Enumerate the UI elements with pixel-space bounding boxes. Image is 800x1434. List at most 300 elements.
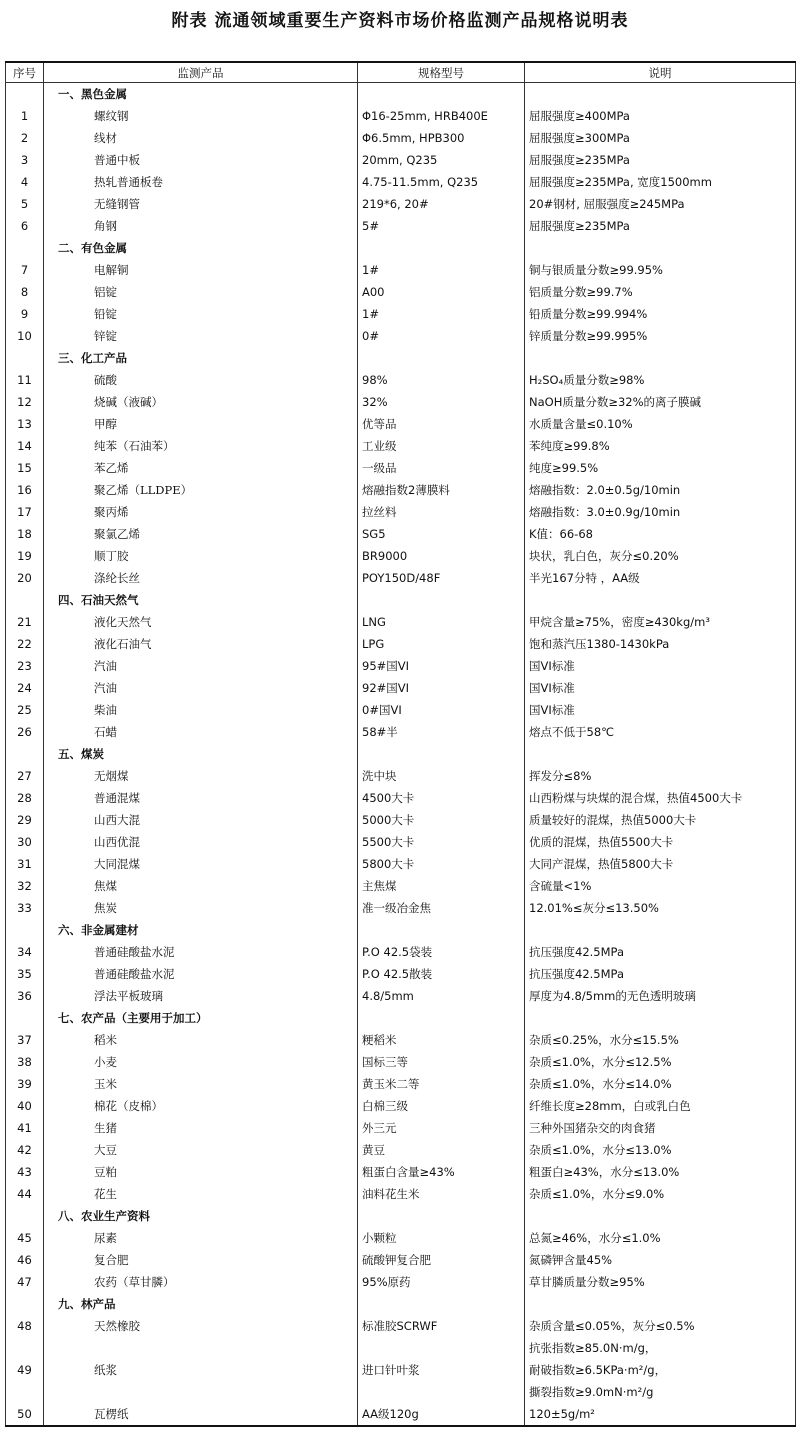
row-index: 46 <box>6 1249 44 1271</box>
spec-model: 粗蛋白含量≥43% <box>358 1161 525 1183</box>
spec-model: 准一级冶金焦 <box>358 897 525 919</box>
product-name: 液化石油气 <box>44 633 358 655</box>
table-row <box>6 259 796 281</box>
product-name: 柴油 <box>44 699 358 721</box>
row-index: 5 <box>6 193 44 215</box>
product-name: 瓦楞纸 <box>44 1403 358 1426</box>
product-name: 热轧普通板卷 <box>44 171 358 193</box>
product-name: 苯乙烯 <box>44 457 358 479</box>
spec-model: P.O 42.5袋装 <box>358 941 525 963</box>
category-desc-cell <box>525 589 796 611</box>
spec-model: 4.75-11.5mm, Q235 <box>358 171 525 193</box>
header-spec: 规格型号 <box>358 62 525 83</box>
spec-model: 0#国VI <box>358 699 525 721</box>
row-index: 34 <box>6 941 44 963</box>
product-name: 豆粕 <box>44 1161 358 1183</box>
category-desc-cell <box>525 1007 796 1029</box>
row-index: 23 <box>6 655 44 677</box>
product-name: 液化天然气 <box>44 611 358 633</box>
product-name: 铅锭 <box>44 303 358 325</box>
category-index-cell <box>6 1293 44 1315</box>
description: 国VI标准 <box>525 655 796 677</box>
row-index: 14 <box>6 435 44 457</box>
category-label: 二、有色金属 <box>44 237 358 259</box>
spec-model: 标准胶SCRWF <box>358 1315 525 1337</box>
product-name: 聚氯乙烯 <box>44 523 358 545</box>
table-row <box>6 1271 796 1293</box>
table-body <box>6 83 796 1427</box>
description: 锌质量分数≥99.995% <box>525 325 796 347</box>
spec-model: 外三元 <box>358 1117 525 1139</box>
page-title: 附表 流通领域重要生产资料市场价格监测产品规格说明表 <box>171 11 629 31</box>
product-name: 普通硅酸盐水泥 <box>44 963 358 985</box>
table-row <box>6 963 796 985</box>
row-index: 25 <box>6 699 44 721</box>
category-spec-cell <box>358 919 525 941</box>
row-index: 39 <box>6 1073 44 1095</box>
row-index: 28 <box>6 787 44 809</box>
row-index: 50 <box>6 1403 44 1426</box>
product-name: 普通混煤 <box>44 787 358 809</box>
spec-model: Φ6.5mm, HPB300 <box>358 127 525 149</box>
description: 三种外国猪杂交的肉食猪 <box>525 1117 796 1139</box>
row-index: 1 <box>6 105 44 127</box>
description: 大同产混煤，热值5800大卡 <box>525 853 796 875</box>
product-name: 顺丁胶 <box>44 545 358 567</box>
description: 屈服强度≥300MPa <box>525 127 796 149</box>
table-row <box>6 809 796 831</box>
description: 纯度≥99.5% <box>525 457 796 479</box>
spec-model: 95%原药 <box>358 1271 525 1293</box>
category-spec-cell <box>358 1007 525 1029</box>
row-index: 9 <box>6 303 44 325</box>
description: 氮磷钾含量45% <box>525 1249 796 1271</box>
description: 挥发分≤8% <box>525 765 796 787</box>
row-index: 27 <box>6 765 44 787</box>
table-row <box>6 787 796 809</box>
table-row <box>6 699 796 721</box>
category-desc-cell <box>525 743 796 765</box>
table-row <box>6 105 796 127</box>
description: 国VI标准 <box>525 677 796 699</box>
description: 杂质≤1.0%，水分≤12.5% <box>525 1051 796 1073</box>
description: K值：66-68 <box>525 523 796 545</box>
category-spec-cell <box>358 237 525 259</box>
description: 块状，乳白色，灰分≤0.20% <box>525 545 796 567</box>
spec-model: 4500大卡 <box>358 787 525 809</box>
description: 草甘膦质量分数≥95% <box>525 1271 796 1293</box>
spec-model: 油料花生米 <box>358 1183 525 1205</box>
description: NaOH质量分数≥32%的离子膜碱 <box>525 391 796 413</box>
row-index: 22 <box>6 633 44 655</box>
table-row <box>6 215 796 237</box>
header-index: 序号 <box>6 62 44 83</box>
category-label: 七、农产品（主要用于加工） <box>44 1007 358 1029</box>
product-name: 汽油 <box>44 655 358 677</box>
description: 国VI标准 <box>525 699 796 721</box>
spec-model: 1# <box>358 303 525 325</box>
description: H₂SO₄质量分数≥98% <box>525 369 796 391</box>
table-row <box>6 391 796 413</box>
category-row <box>6 743 796 765</box>
table-row <box>6 149 796 171</box>
table-row <box>6 567 796 589</box>
spec-model: 20mm, Q235 <box>358 149 525 171</box>
category-spec-cell <box>358 589 525 611</box>
table-row <box>6 633 796 655</box>
description: 抗压强度42.5MPa <box>525 941 796 963</box>
table-row <box>6 1249 796 1271</box>
product-name: 浮法平板玻璃 <box>44 985 358 1007</box>
spec-model: 洗中块 <box>358 765 525 787</box>
category-row <box>6 1205 796 1227</box>
spec-model: LPG <box>358 633 525 655</box>
spec-model: SG5 <box>358 523 525 545</box>
product-name: 纸浆 <box>44 1337 358 1403</box>
category-index-cell <box>6 919 44 941</box>
spec-model: 熔融指数2薄膜料 <box>358 479 525 501</box>
table-row <box>6 303 796 325</box>
row-index: 29 <box>6 809 44 831</box>
category-spec-cell <box>358 83 525 106</box>
spec-model: 优等品 <box>358 413 525 435</box>
table-row <box>6 523 796 545</box>
table-row <box>6 1183 796 1205</box>
table-row <box>6 171 796 193</box>
product-name: 聚乙烯（LLDPE） <box>44 479 358 501</box>
row-index: 32 <box>6 875 44 897</box>
table-row <box>6 1403 796 1426</box>
product-name: 焦煤 <box>44 875 358 897</box>
row-index: 3 <box>6 149 44 171</box>
row-index: 40 <box>6 1095 44 1117</box>
description: 杂质≤1.0%，水分≤13.0% <box>525 1139 796 1161</box>
description: 屈服强度≥400MPa <box>525 105 796 127</box>
row-index: 10 <box>6 325 44 347</box>
row-index: 45 <box>6 1227 44 1249</box>
category-index-cell <box>6 1205 44 1227</box>
description-line: 撕裂指数≥9.0mN·m²/g <box>529 1385 654 1399</box>
row-index: 42 <box>6 1139 44 1161</box>
description: 抗压强度42.5MPa <box>525 963 796 985</box>
table-row <box>6 765 796 787</box>
category-label: 八、农业生产资料 <box>44 1205 358 1227</box>
spec-model: 4.8/5mm <box>358 985 525 1007</box>
description: 熔融指数：3.0±0.9g/10min <box>525 501 796 523</box>
description: 纤维长度≥28mm，白或乳白色 <box>525 1095 796 1117</box>
description: 优质的混煤，热值5500大卡 <box>525 831 796 853</box>
row-index: 35 <box>6 963 44 985</box>
table-row <box>6 875 796 897</box>
spec-model: 5500大卡 <box>358 831 525 853</box>
table-row <box>6 1029 796 1051</box>
table-row <box>6 1051 796 1073</box>
product-name: 山西大混 <box>44 809 358 831</box>
row-index: 41 <box>6 1117 44 1139</box>
category-desc-cell <box>525 919 796 941</box>
product-name: 石蜡 <box>44 721 358 743</box>
product-name: 无缝钢管 <box>44 193 358 215</box>
category-label: 九、林产品 <box>44 1293 358 1315</box>
category-index-cell <box>6 83 44 106</box>
table-row <box>6 853 796 875</box>
description: 杂质≤1.0%，水分≤9.0% <box>525 1183 796 1205</box>
category-index-cell <box>6 589 44 611</box>
table-row <box>6 479 796 501</box>
table-row <box>6 193 796 215</box>
description: 屈服强度≥235MPa, 宽度1500mm <box>525 171 796 193</box>
spec-model: 黄玉米二等 <box>358 1073 525 1095</box>
spec-model: 5800大卡 <box>358 853 525 875</box>
product-name: 线材 <box>44 127 358 149</box>
category-desc-cell <box>525 1205 796 1227</box>
category-desc-cell <box>525 1293 796 1315</box>
spec-model: 进口针叶浆 <box>358 1337 525 1403</box>
table-row <box>6 1315 796 1337</box>
description: 杂质≤0.25%，水分≤15.5% <box>525 1029 796 1051</box>
product-name: 大同混煤 <box>44 853 358 875</box>
description: 厚度为4.8/5mm的无色透明玻璃 <box>525 985 796 1007</box>
product-name: 棉花（皮棉） <box>44 1095 358 1117</box>
table-row <box>6 897 796 919</box>
table-row <box>6 281 796 303</box>
row-index: 37 <box>6 1029 44 1051</box>
row-index: 11 <box>6 369 44 391</box>
spec-model: 5# <box>358 215 525 237</box>
product-name: 硫酸 <box>44 369 358 391</box>
row-index: 6 <box>6 215 44 237</box>
spec-model: BR9000 <box>358 545 525 567</box>
category-row <box>6 237 796 259</box>
table-row <box>6 545 796 567</box>
spec-model: 拉丝料 <box>358 501 525 523</box>
description: 饱和蒸汽压1380-1430kPa <box>525 633 796 655</box>
row-index: 44 <box>6 1183 44 1205</box>
category-desc-cell <box>525 237 796 259</box>
product-name: 花生 <box>44 1183 358 1205</box>
category-index-cell <box>6 347 44 369</box>
product-name: 甲醇 <box>44 413 358 435</box>
table-row <box>6 1227 796 1249</box>
table-row <box>6 1161 796 1183</box>
description: 熔点不低于58℃ <box>525 721 796 743</box>
product-name: 铝锭 <box>44 281 358 303</box>
category-row <box>6 1293 796 1315</box>
spec-model: P.O 42.5散装 <box>358 963 525 985</box>
product-name: 玉米 <box>44 1073 358 1095</box>
description: 含硫量<1% <box>525 875 796 897</box>
spec-model: 98% <box>358 369 525 391</box>
category-desc-cell <box>525 83 796 106</box>
description: 屈服强度≥235MPa <box>525 215 796 237</box>
description: 杂质含量≤0.05%，灰分≤0.5% <box>525 1315 796 1337</box>
row-index: 31 <box>6 853 44 875</box>
description: 粗蛋白≥43%，水分≤13.0% <box>525 1161 796 1183</box>
row-index: 26 <box>6 721 44 743</box>
category-desc-cell <box>525 347 796 369</box>
table-row <box>6 457 796 479</box>
spec-model: 5000大卡 <box>358 809 525 831</box>
spec-model: 95#国VI <box>358 655 525 677</box>
header-product: 监测产品 <box>44 62 358 83</box>
row-index: 36 <box>6 985 44 1007</box>
spec-model: 黄豆 <box>358 1139 525 1161</box>
row-index: 13 <box>6 413 44 435</box>
description-line: 耐破指数≥6.5KPa·m²/g， <box>529 1363 667 1377</box>
category-index-cell <box>6 743 44 765</box>
product-name: 天然橡胶 <box>44 1315 358 1337</box>
category-row <box>6 83 796 106</box>
spec-model: 一级品 <box>358 457 525 479</box>
category-row <box>6 1007 796 1029</box>
product-name: 稻米 <box>44 1029 358 1051</box>
category-row <box>6 589 796 611</box>
description: 杂质≤1.0%，水分≤14.0% <box>525 1073 796 1095</box>
product-name: 生猪 <box>44 1117 358 1139</box>
table-row <box>6 435 796 457</box>
description: 山西粉煤与块煤的混合煤，热值4500大卡 <box>525 787 796 809</box>
spec-model: 92#国VI <box>358 677 525 699</box>
product-name: 纯苯（石油苯） <box>44 435 358 457</box>
description: 铝质量分数≥99.7% <box>525 281 796 303</box>
product-name: 山西优混 <box>44 831 358 853</box>
category-row <box>6 347 796 369</box>
description: 20#钢材, 屈服强度≥245MPa <box>525 193 796 215</box>
table-row <box>6 831 796 853</box>
spec-model: 32% <box>358 391 525 413</box>
description: 甲烷含量≥75%，密度≥430kg/m³ <box>525 611 796 633</box>
category-spec-cell <box>358 347 525 369</box>
table-row <box>6 677 796 699</box>
category-label: 三、化工产品 <box>44 347 358 369</box>
product-name: 烧碱（液碱） <box>44 391 358 413</box>
row-index: 33 <box>6 897 44 919</box>
description: 总氮≥46%，水分≤1.0% <box>525 1227 796 1249</box>
category-label: 五、煤炭 <box>44 743 358 765</box>
category-label: 一、黑色金属 <box>44 83 358 106</box>
spec-model: LNG <box>358 611 525 633</box>
row-index: 47 <box>6 1271 44 1293</box>
category-label: 四、石油天然气 <box>44 589 358 611</box>
row-index: 12 <box>6 391 44 413</box>
row-index: 48 <box>6 1315 44 1337</box>
table-row <box>6 1117 796 1139</box>
table-row <box>6 1073 796 1095</box>
row-index: 15 <box>6 457 44 479</box>
product-name: 螺纹钢 <box>44 105 358 127</box>
spec-model: 国标三等 <box>358 1051 525 1073</box>
row-index: 30 <box>6 831 44 853</box>
product-name: 电解铜 <box>44 259 358 281</box>
table-row <box>6 1337 796 1403</box>
description-line: 抗张指数≥85.0N·m/g， <box>529 1341 657 1355</box>
spec-model: 1# <box>358 259 525 281</box>
row-index: 19 <box>6 545 44 567</box>
description: 苯纯度≥99.8% <box>525 435 796 457</box>
row-index: 24 <box>6 677 44 699</box>
row-index: 4 <box>6 171 44 193</box>
description: 质量较好的混煤，热值5000大卡 <box>525 809 796 831</box>
product-name: 农药（草甘膦） <box>44 1271 358 1293</box>
spec-model: 硫酸钾复合肥 <box>358 1249 525 1271</box>
row-index: 18 <box>6 523 44 545</box>
row-index: 49 <box>6 1337 44 1403</box>
description: 12.01%≤灰分≤13.50% <box>525 897 796 919</box>
product-name: 尿素 <box>44 1227 358 1249</box>
category-index-cell <box>6 1007 44 1029</box>
row-index: 43 <box>6 1161 44 1183</box>
spec-model: 主焦煤 <box>358 875 525 897</box>
row-index: 2 <box>6 127 44 149</box>
product-name: 无烟煤 <box>44 765 358 787</box>
product-name: 焦炭 <box>44 897 358 919</box>
table-row <box>6 1095 796 1117</box>
row-index: 17 <box>6 501 44 523</box>
spec-model: A00 <box>358 281 525 303</box>
spec-model: 工业级 <box>358 435 525 457</box>
product-name: 普通硅酸盐水泥 <box>44 941 358 963</box>
spec-model: 白棉三级 <box>358 1095 525 1117</box>
row-index: 38 <box>6 1051 44 1073</box>
row-index: 8 <box>6 281 44 303</box>
category-spec-cell <box>358 1205 525 1227</box>
category-index-cell <box>6 237 44 259</box>
product-name: 普通中板 <box>44 149 358 171</box>
spec-model: 小颗粒 <box>358 1227 525 1249</box>
description: 铜与银质量分数≥99.95% <box>525 259 796 281</box>
table-row <box>6 985 796 1007</box>
table-row <box>6 655 796 677</box>
spec-model: 粳稻米 <box>358 1029 525 1051</box>
spec-model: 58#半 <box>358 721 525 743</box>
table-row <box>6 127 796 149</box>
header-description: 说明 <box>525 62 796 83</box>
category-label: 六、非金属建材 <box>44 919 358 941</box>
category-row <box>6 919 796 941</box>
description: 120±5g/m² <box>525 1403 796 1426</box>
product-name: 小麦 <box>44 1051 358 1073</box>
description: 熔融指数：2.0±0.5g/10min <box>525 479 796 501</box>
category-spec-cell <box>358 743 525 765</box>
product-name: 涤纶长丝 <box>44 567 358 589</box>
table-row <box>6 369 796 391</box>
table-row <box>6 325 796 347</box>
spec-model: 0# <box>358 325 525 347</box>
table-row <box>6 501 796 523</box>
row-index: 21 <box>6 611 44 633</box>
table-row <box>6 721 796 743</box>
spec-model: AA级120g <box>358 1403 525 1426</box>
product-name: 角钢 <box>44 215 358 237</box>
product-name: 大豆 <box>44 1139 358 1161</box>
description: 铅质量分数≥99.994% <box>525 303 796 325</box>
spec-model: 219*6, 20# <box>358 193 525 215</box>
spec-model: Φ16-25mm, HRB400E <box>358 105 525 127</box>
product-name: 聚丙烯 <box>44 501 358 523</box>
product-name: 锌锭 <box>44 325 358 347</box>
table-row <box>6 611 796 633</box>
table-row <box>6 1139 796 1161</box>
product-name: 汽油 <box>44 677 358 699</box>
description: 半光167分特 ，AA级 <box>525 567 796 589</box>
row-index: 20 <box>6 567 44 589</box>
description: 屈服强度≥235MPa <box>525 149 796 171</box>
row-index: 7 <box>6 259 44 281</box>
category-spec-cell <box>358 1293 525 1315</box>
row-index: 16 <box>6 479 44 501</box>
table-row <box>6 941 796 963</box>
description: 水质量含量≤0.10% <box>525 413 796 435</box>
